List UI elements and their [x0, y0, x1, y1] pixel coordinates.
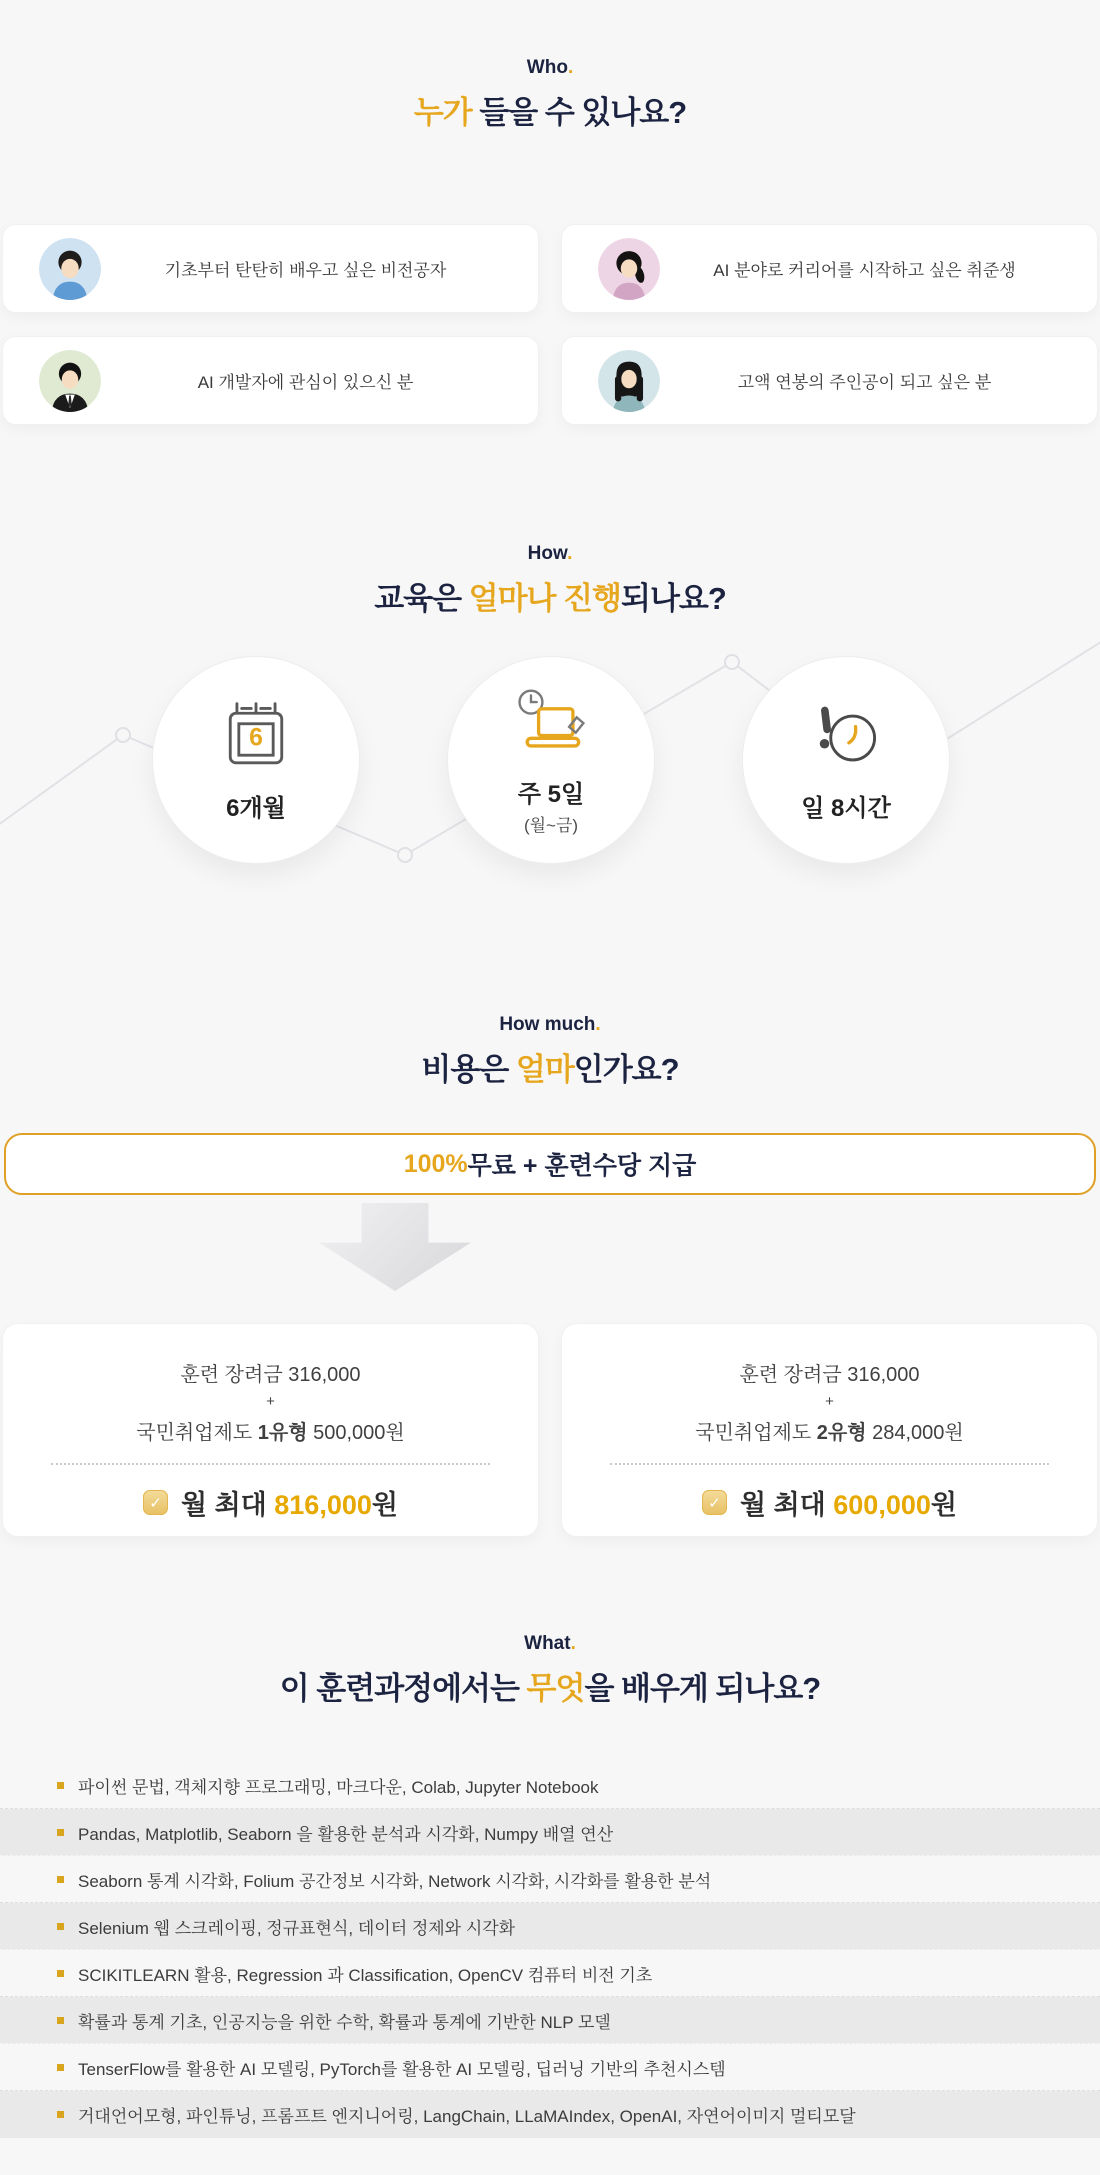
list-item-text: 거대언어모형, 파인튜닝, 프롬프트 엔지니어링, LangChain, LLaMAIndex, OpenAI, 자연어이미지 멀티모달 — [78, 2107, 856, 2126]
woman-teal-avatar — [598, 350, 660, 412]
kicker-dot: . — [595, 1014, 601, 1035]
list-item — [0, 1903, 1100, 1950]
list-item-text: Seaborn 통계 시각화, Folium 공간정보 시각화, Network 시각화, 시각화를 활용한 분석 — [78, 1871, 712, 1891]
how-title-post: 되나요? — [621, 581, 726, 616]
list-item-text: SCIKITLEARN 활용, Regression 과 Classification, OpenCV 컴퓨터 비전 기초 — [78, 1965, 653, 1985]
free-banner — [4, 1133, 1096, 1195]
dotted-divider — [610, 1463, 1049, 1465]
program-line-post: 500,000원 — [307, 1422, 405, 1444]
check-icon — [143, 1490, 168, 1515]
days-circle — [447, 656, 655, 864]
program-line — [562, 1416, 1097, 1445]
list-item-text: Selenium 웹 스크레이핑, 정규표현식, 데이터 정제와 시각화 — [78, 1918, 516, 1938]
bullet-icon — [57, 1970, 64, 1977]
who-card-text: 기초부터 탄탄히 배우고 싶은 비전공자 — [164, 261, 447, 280]
kicker-dot: . — [567, 57, 574, 78]
stipend-line: 훈련 장려금 316,000 — [180, 1364, 361, 1386]
bullet-icon — [57, 2111, 64, 2118]
dotted-divider — [51, 1463, 490, 1465]
bullet-icon — [57, 2064, 64, 2071]
check-icon — [702, 1490, 727, 1515]
check-glyph: ✓ — [149, 1494, 162, 1512]
section-what — [0, 1633, 1100, 2138]
who-card — [561, 336, 1098, 425]
total-line — [3, 1483, 538, 1522]
total-value: 600,000 — [833, 1490, 931, 1520]
total-pre: 월 최대 — [740, 1490, 834, 1520]
bullet-icon — [57, 1829, 64, 1836]
bullet-icon — [57, 1782, 64, 1789]
bullet-icon — [57, 1923, 64, 1930]
list-item — [0, 2044, 1100, 2091]
total-line — [562, 1483, 1097, 1522]
what-title-highlight: 무엇 — [526, 1671, 585, 1706]
total-post: 원 — [371, 1490, 398, 1520]
how-kicker-text: How — [527, 543, 568, 564]
who-kicker — [0, 57, 1100, 79]
total-pre: 월 최대 — [181, 1490, 275, 1520]
circle-label: 일 8시간 — [801, 794, 891, 822]
section-how — [0, 543, 1100, 900]
arrow-wrap — [0, 1201, 1100, 1293]
list-item — [0, 1809, 1100, 1856]
man-suit-avatar — [39, 350, 101, 412]
total-text — [740, 1483, 957, 1522]
how-title-pre: 교육은 — [374, 581, 469, 616]
who-title — [0, 87, 1100, 132]
bullet-icon — [57, 2017, 64, 2024]
who-card-text: 고액 연봉의 주인공이 되고 싶은 분 — [737, 373, 992, 392]
program-type: 2유형 — [816, 1422, 867, 1444]
who-title-highlight: 누가 — [413, 95, 472, 130]
plus-sign: + — [825, 1393, 834, 1410]
down-arrow-icon — [319, 1203, 471, 1291]
who-card — [2, 224, 539, 313]
how-stage — [0, 654, 1100, 900]
banner-highlight: 100% — [403, 1149, 468, 1178]
stipend-line: 훈련 장려금 316,000 — [739, 1364, 920, 1386]
who-card-text: AI 개발자에 관심이 있으신 분 — [197, 373, 414, 392]
how-much-title-highlight: 얼마 — [515, 1052, 574, 1087]
program-type: 1유형 — [257, 1422, 308, 1444]
who-title-post: 들을 수 있나요? — [471, 95, 687, 130]
woman-pink-avatar — [598, 238, 660, 300]
list-item — [0, 2091, 1100, 2138]
calendar-icon — [215, 698, 297, 780]
how-title — [0, 573, 1100, 618]
list-item — [0, 1762, 1100, 1809]
list-item-text: 파이썬 문법, 객체지향 프로그래밍, 마크다운, Colab, Jupyter Notebook — [78, 1777, 599, 1797]
banner-text: 무료 + 훈련수당 지급 — [467, 1152, 697, 1180]
who-card — [2, 336, 539, 425]
list-item-text: Pandas, Matplotlib, Seaborn 을 활용한 분석과 시각화, Numpy 배열 연산 — [78, 1824, 614, 1844]
what-title-post: 을 배우게 되나요? — [584, 1671, 821, 1706]
cost-card-type1 — [2, 1323, 539, 1537]
list-item-text: 확률과 통계 기초, 인공지능을 위한 수학, 확률과 통계에 기반한 NLP 모델 — [78, 2012, 611, 2032]
man-blue-avatar — [39, 238, 101, 300]
hours-circle — [742, 656, 950, 864]
what-kicker-text: What — [524, 1633, 571, 1654]
laptop-clock-icon — [510, 684, 592, 766]
list-item — [0, 1950, 1100, 1997]
program-line-pre: 국민취업제도 — [695, 1422, 817, 1444]
how-much-title — [0, 1044, 1100, 1089]
kicker-dot: . — [570, 1633, 576, 1654]
section-how-much — [0, 1014, 1100, 1537]
calendar-number: 6 — [249, 724, 263, 752]
how-much-title-post: 인가요? — [573, 1052, 679, 1087]
what-title — [0, 1663, 1100, 1708]
plus-sign: + — [266, 1393, 275, 1410]
bullet-icon — [57, 1876, 64, 1883]
alarm-clock-icon — [805, 698, 887, 780]
program-line — [3, 1416, 538, 1445]
who-kicker-text: Who — [526, 57, 568, 78]
list-item — [0, 1856, 1100, 1903]
cost-card-type2 — [561, 1323, 1098, 1537]
cost-cards — [2, 1323, 1098, 1537]
who-cards — [2, 224, 1098, 425]
how-much-kicker — [0, 1014, 1100, 1036]
program-line-post: 284,000원 — [866, 1422, 964, 1444]
circle-sublabel: (월~금) — [523, 816, 579, 835]
check-glyph: ✓ — [708, 1494, 721, 1512]
total-post: 원 — [930, 1490, 957, 1520]
how-much-kicker-text: How much — [499, 1014, 596, 1035]
kicker-dot: . — [567, 543, 573, 564]
circle-label: 6개월 — [226, 794, 286, 822]
curriculum-list — [0, 1762, 1100, 2138]
list-item — [0, 1997, 1100, 2044]
who-card-text: AI 분야로 커리어를 시작하고 싶은 취준생 — [713, 261, 1016, 280]
how-kicker — [0, 543, 1100, 565]
what-title-pre: 이 훈련과정에서는 — [279, 1671, 527, 1706]
section-who — [0, 0, 1100, 425]
duration-circle — [152, 656, 360, 864]
total-text — [181, 1483, 398, 1522]
total-value: 816,000 — [274, 1490, 372, 1520]
how-much-title-pre: 비용은 — [421, 1052, 516, 1087]
how-title-highlight: 얼마나 진행 — [468, 581, 621, 616]
circle-label: 주 5일 — [517, 781, 585, 808]
who-card — [561, 224, 1098, 313]
program-line-pre: 국민취업제도 — [136, 1422, 258, 1444]
what-kicker — [0, 1633, 1100, 1655]
list-item-text: TenserFlow를 활용한 AI 모델링, PyTorch를 활용한 AI 모델링, 딥러닝 기반의 추천시스템 — [78, 2059, 726, 2079]
